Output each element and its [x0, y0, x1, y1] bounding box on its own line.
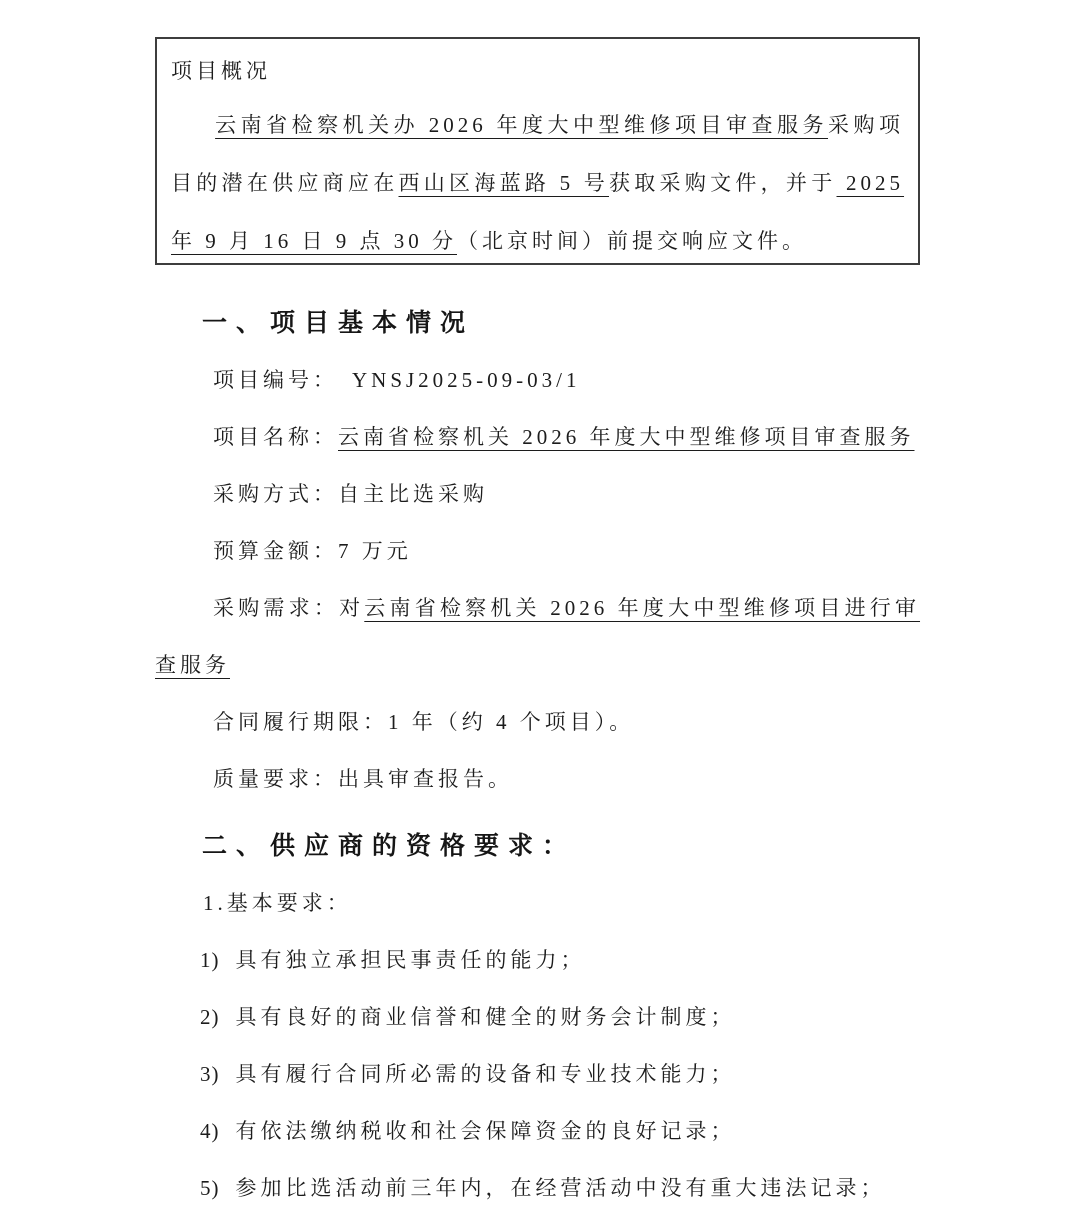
field-project-number [155, 352, 920, 409]
field-procurement-demand [155, 580, 920, 694]
procurement-demand-prefix: 对 [339, 596, 365, 620]
contract-duration-value: 1 年（约 4 个项目）。 [388, 710, 635, 734]
budget-value: 7 万元 [338, 539, 412, 563]
requirement-item-1-text: 具有独立承担民事责任的能力； [235, 948, 586, 972]
requirement-item-5-number: 5) [200, 1176, 220, 1200]
project-number-value: YNSJ2025-09-03/1 [352, 368, 581, 392]
contract-duration-label: 合同履行期限： [213, 710, 388, 734]
overview-box-title: 项目概况 [171, 59, 271, 83]
field-contract-duration [155, 694, 920, 751]
requirement-item-1 [155, 932, 920, 989]
requirement-item-3 [155, 1046, 920, 1103]
requirement-item-2-text: 具有良好的商业信誉和健全的财务会计制度； [235, 1005, 736, 1029]
requirement-item-3-number: 3) [200, 1062, 220, 1086]
procurement-method-label: 采购方式： [213, 482, 338, 506]
project-number-label: 项目编号： [213, 368, 338, 392]
quality-requirement-value: 出具审查报告。 [338, 767, 513, 791]
project-name-value-underlined: 云南省检察机关 2026 年度大中型维修项目审查服务 [338, 425, 915, 449]
procurement-demand-value-underlined: 云南省检察机关 2026 年度大中型维修项目进行审查服务 [155, 596, 921, 677]
field-procurement-method [155, 466, 920, 523]
budget-label: 预算金额： [213, 539, 338, 563]
section-heading-qualification: 二、供应商的资格要求： [202, 832, 577, 860]
quality-requirement-label: 质量要求： [213, 767, 338, 791]
overview-project-name-underlined: 云南省检察机关办 2026 年度大中型维修项目审查服务 [215, 113, 829, 137]
subheading-basic-requirements: 1.基本要求： [203, 891, 352, 915]
overview-text-6: （北京时间）前提交响应文件。 [457, 229, 807, 253]
requirement-item-5-text: 参加比选活动前三年内，在经营活动中没有重大违法记录； [235, 1176, 886, 1200]
requirement-item-1-number: 1) [200, 948, 220, 972]
field-quality-requirement [155, 751, 920, 808]
requirement-item-5 [155, 1160, 920, 1217]
overview-text-4: 获取采购文件，并于 [609, 171, 837, 195]
requirement-item-3-text: 具有履行合同所必需的设备和专业技术能力； [235, 1062, 736, 1086]
procurement-method-value: 自主比选采购 [338, 482, 488, 506]
overview-address-underlined: 西山区海蓝路 5 号 [398, 171, 609, 195]
project-overview-box [155, 37, 920, 265]
requirement-item-4-text: 有依法缴纳税收和社会保障资金的良好记录； [235, 1119, 736, 1143]
overview-text-2: 采购项目的潜在供应商应在 [171, 113, 905, 195]
overview-deadline-underlined: 2025 年 9 月 16 日 9 点 30 分 [171, 171, 905, 253]
requirement-item-4 [155, 1103, 920, 1160]
field-budget [155, 523, 920, 580]
section-heading-basic-info: 一、项目基本情况 [202, 309, 475, 337]
field-project-name [155, 409, 920, 466]
requirement-item-2-number: 2) [200, 1005, 220, 1029]
project-name-label: 项目名称： [213, 425, 338, 449]
requirement-item-4-number: 4) [200, 1119, 220, 1143]
procurement-demand-label: 采购需求： [213, 596, 340, 620]
overview-paragraph [171, 96, 904, 265]
requirement-item-2 [155, 989, 920, 1046]
